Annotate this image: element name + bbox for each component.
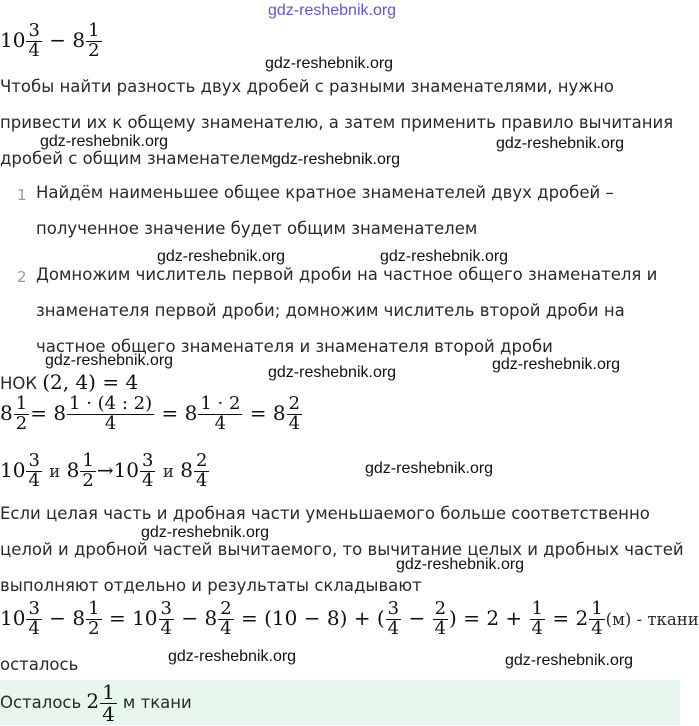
watermark: gdz-reshebnik.org: [505, 652, 634, 669]
watermark: gdz-reshebnik.org: [492, 356, 621, 373]
pair-expression: 10 $\frac{3}{4}$ и 8 $\frac{1}{2}$ →10 $\frac{3}{4}$ и 8 $\frac{2}{4}$: [0, 450, 208, 491]
intro-line: привести их к общему знаменателю, а затем применить правило вычитания: [0, 113, 674, 132]
step-number: 2: [17, 268, 27, 286]
watermark: gdz-reshebnik.org: [380, 248, 509, 265]
intro-line: дробей с общим знаменателем: [0, 149, 273, 168]
answer-box: [0, 680, 680, 725]
watermark: gdz-reshebnik.org: [157, 248, 286, 265]
step-text: частное общего знаменателя и знаменателя второй дроби: [36, 337, 553, 356]
watermark: gdz-reshebnik.org: [396, 556, 525, 573]
rule-line: Если целая часть и дробная части уменьшаемого больше соответственно: [0, 504, 650, 523]
watermark: gdz-reshebnik.org: [168, 648, 297, 665]
watermark: gdz-reshebnik.org: [365, 460, 494, 477]
conversion-expression: 8 $\frac{1}{2}$ = 8 $\frac{1 \cdot (4 : 2)}{4}$ = 8 $\frac{1 \cdot 2}{4}$ = 8 $\frac{2}{4}$: [0, 393, 301, 434]
watermark: gdz-reshebnik.org: [272, 151, 401, 168]
step-text: Найдём наименьшее общее кратное знаменателей двух дробей –: [36, 183, 614, 202]
step-number: 1: [17, 186, 27, 204]
watermark: gdz-reshebnik.org: [141, 524, 270, 541]
step-text: знаменателя первой дроби; домножим числитель второй дроби на: [36, 301, 625, 320]
watermark: gdz-reshebnik.org: [265, 55, 394, 72]
remaining-text: осталось: [0, 655, 79, 674]
watermark: gdz-reshebnik.org: [268, 364, 397, 381]
intro-line: Чтобы найти разность двух дробей с разными знаменателями, нужно: [0, 77, 615, 96]
nok-line: НОК (2, 4) = 4: [0, 370, 139, 394]
watermark: gdz-reshebnik.org: [45, 352, 174, 369]
watermark: gdz-reshebnik.org: [40, 133, 169, 150]
calculation-expression: 10 $\frac{3}{4}$ − 8 $\frac{1}{2}$ = 10 $\frac{3}{4}$ − 8 $\frac{2}{4}$ = (10 − 8) + ( $\frac{3}{4}$ − $\frac{2}{4}$ ) = 2 + $\frac{1}{4}$ = 2 $\frac{1}{4}$ (м) - ткани: [0, 598, 699, 639]
rule-line: целой и дробной частей вычитаемого, то вычитание целых и дробных частей: [0, 540, 684, 559]
watermark: gdz-reshebnik.org: [496, 135, 625, 152]
rule-line: выполняют отдельно и результаты складывают: [0, 576, 422, 595]
step-text: Домножим числитель первой дроби на частное общего знаменателя и: [36, 265, 658, 284]
watermark-top: gdz-reshebnik.org: [268, 2, 397, 19]
step-text: полученное значение будет общим знаменателем: [36, 219, 478, 238]
answer-line: Осталось 2 $\frac{1}{4}$ м ткани: [0, 680, 192, 726]
title-expression: 10 $\frac{3}{4}$ − 8 $\frac{1}{2}$: [0, 20, 100, 61]
